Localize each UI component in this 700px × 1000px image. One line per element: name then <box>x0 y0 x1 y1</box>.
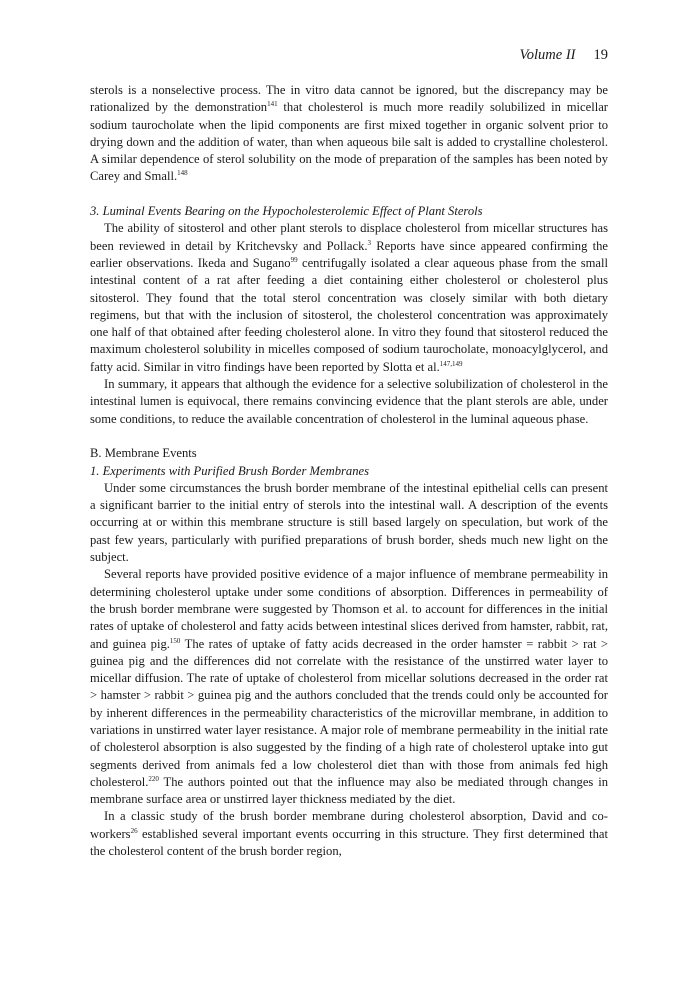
citation: 26 <box>130 826 138 835</box>
citation: 220 <box>148 774 159 783</box>
page-number: 19 <box>593 47 608 63</box>
body-text <box>90 82 608 860</box>
volume-label: Volume II <box>519 47 576 63</box>
paragraph-1: sterols is a nonselective process. The in vitro data cannot be ignored, but the discrepancy may be rationalized by the demonstration$^{141}$ that cholesterol is much more readily solubilized in micellar sodium taurocholate when the lipid components are first mixed together in organic solvent prior to drying down and the addition of water, than when aqueous bile salt is added to crystalline cholesterol. A similar dependence of sterol solubility on the mode of preparation of the samples has been noted by Carey and Small.$^{148}$ <box>90 83 608 184</box>
citation: 147,149 <box>439 359 463 368</box>
subsection-heading-1: 1. Experiments with Purified Brush Border Membranes <box>90 463 370 478</box>
citation: 99 <box>290 255 298 264</box>
citation: 148 <box>177 169 188 178</box>
paragraph-3: In summary, it appears that although the evidence for a selective solubilization of cholesterol in the intestinal lumen is equivocal, there remains convincing evidence that the plant sterols are able, under some conditions, to reduce the available concentration of cholesterol in the luminal aqueous phase. <box>90 377 608 426</box>
section-heading-3: 3. Luminal Events Bearing on the Hypocholesterolemic Effect of Plant Sterols <box>90 204 483 219</box>
section-heading-b: B. Membrane Events <box>90 446 197 461</box>
paragraph-4: Under some circumstances the brush border membrane of the intestinal epithelial cells can present a significant barrier to the initial entry of sterols into the intestinal wall. A description of the events occurring at or within this membrane structure is still based largely on speculation, but work of the past few years, particularly with purified preparations of brush border, sheds much new light on the subject. <box>90 480 608 565</box>
citation: 141 <box>267 100 278 109</box>
paragraph-6: In a classic study of the brush border membrane during cholesterol absorption, David and co-workers$^{26}$ established several important events occurring in this structure. They first determined that the cholesterol content of the brush border region, <box>90 809 608 859</box>
citation: 150 <box>169 636 181 645</box>
running-header <box>520 46 608 64</box>
citation: 3 <box>367 238 372 247</box>
paragraph-2: The ability of sitosterol and other plant sterols to displace cholesterol from micellar structures has been reviewed in detail by Kritchevsky and Pollack.$^3$ Reports have since appeared confirming the earlier observations. Ikeda and Sugano$^{99}$ centrifugally isolated a clear aqueous phase from the small intestinal content of a rat after feeding a diet containing either cholesterol or cholesterol plus sitosterol. They found that the total sterol concentration was closely similar with both dietary regimens, but that with the inclusion of sitosterol, the cholesterol concentration was approximately one half of that obtained after feeding cholesterol alone. In vitro they found that sitosterol reduced the maximum cholesterol solubility in micelles composed of sodium taurocholate, monoacylglycerol, and fatty acid. Similar in vitro findings have been reported by Slotta et al.$^{147,149}$ <box>90 221 608 374</box>
paragraph-5: Several reports have provided positive evidence of a major influence of membrane permeability in determining cholesterol uptake under some conditions of absorption. Differences in permeability of the brush border membrane were suggested by Thomson et al. to account for differences in the initial rates of uptake of cholesterol and fatty acids between intestinal slices derived from hamster, rabbit, rat, and guinea pig.$^{150}$ The rates of uptake of fatty acids decreased in the order hamster = rabbit > rat > guinea pig and the differences did not correlate with the resistance of the unstirred water layer to micellar diffusion. The rate of uptake of cholesterol from micellar solutions decreased in the order rat > hamster > rabbit > guinea pig and the authors concluded that the trends could only be accounted for by inherent differences in the permeability characteristics of the microvillar membrane, in addition to variations in unstirred water layer resistance. A major role of membrane permeability in the initial rate of cholesterol absorption is also suggested by the finding of a high rate of cholesterol uptake into gut segments derived from animals fed a low cholesterol diet than with those from animals fed high cholesterol.$^{220}$ The authors pointed out that the influence may also be mediated through changes in membrane surface area or unstirred layer thickness mediated by the diet. <box>90 567 608 807</box>
document-page <box>90 0 608 1000</box>
